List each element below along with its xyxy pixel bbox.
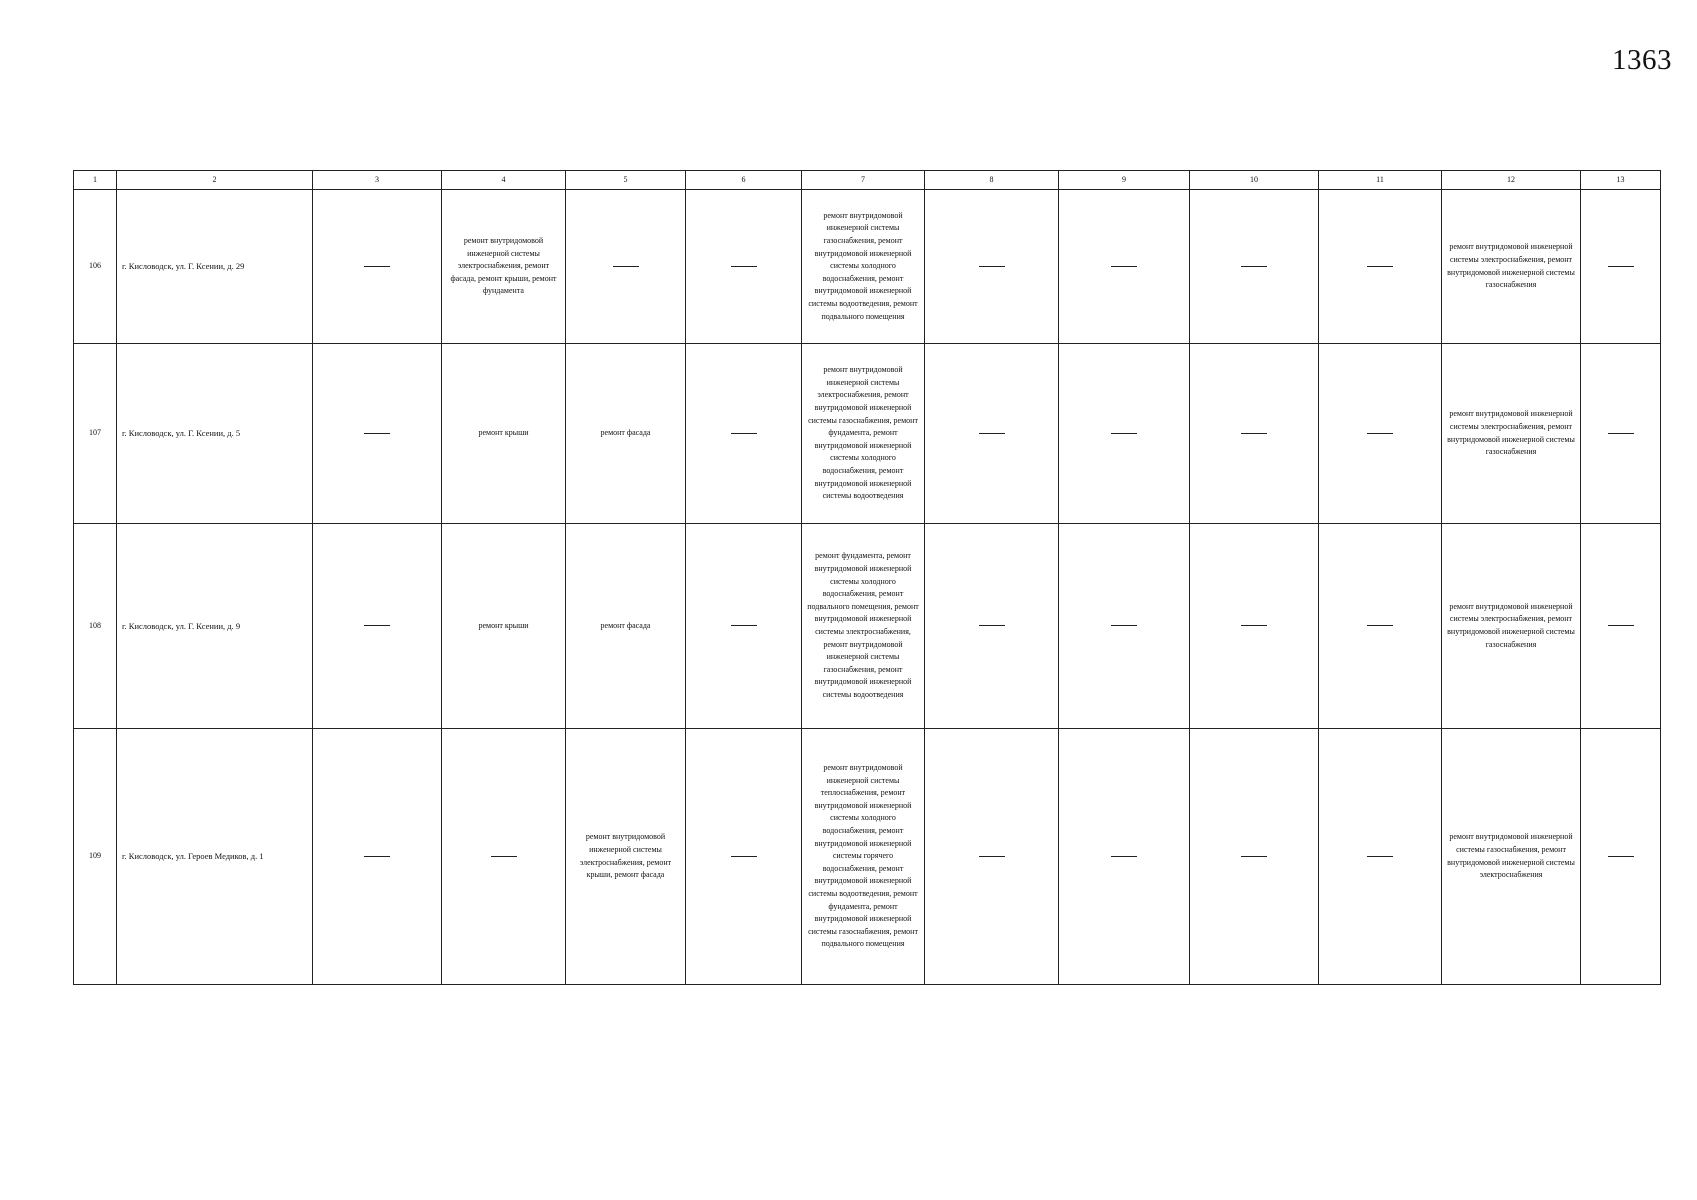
- table-cell: [1059, 344, 1190, 524]
- table-cell: [686, 524, 802, 729]
- column-header: 12: [1442, 171, 1581, 190]
- column-header: 13: [1581, 171, 1661, 190]
- table-cell: ремонт фасада: [566, 344, 686, 524]
- table-cell: ремонт фундамента, ремонт внутридомовой инженерной системы холодного водоснабжения, ремонт подвального помещения, ремонт внутридомовой инженерной системы электроснабжения, ремонт внутридомовой инженерной системы газоснабжения, ремонт внутридомовой инженерной системы водоотведения: [802, 524, 925, 729]
- dash-mark: [979, 625, 1005, 626]
- repair-schedule-table: [73, 170, 1661, 985]
- dash-mark: [1608, 625, 1634, 626]
- table-row: [74, 190, 1661, 344]
- table-row: [74, 729, 1661, 985]
- table-cell: [1059, 524, 1190, 729]
- dash-mark: [1111, 433, 1137, 434]
- table-cell: [1581, 190, 1661, 344]
- dash-mark: [364, 266, 390, 267]
- dash-mark: [979, 856, 1005, 857]
- table-cell: [1581, 729, 1661, 985]
- column-header: 1: [74, 171, 117, 190]
- table-cell: [1059, 190, 1190, 344]
- table-cell: [1319, 524, 1442, 729]
- column-header: 8: [925, 171, 1059, 190]
- dash-mark: [1241, 433, 1267, 434]
- table-cell: [313, 524, 442, 729]
- dash-mark: [364, 433, 390, 434]
- table-cell: [1319, 190, 1442, 344]
- column-header: 10: [1190, 171, 1319, 190]
- table-cell: [1190, 190, 1319, 344]
- table-cell: ремонт внутридомовой инженерной системы теплоснабжения, ремонт внутридомовой инженерной системы холодного водоснабжения, ремонт внутридомовой инженерной системы горячего водоснабжения, ремонт внутридомовой инженерной системы водоотведения, ремонт фундамента, ремонт внутридомовой инженерной системы газоснабжения, ремонт подвального помещения: [802, 729, 925, 985]
- table-cell: [686, 190, 802, 344]
- dash-mark: [1241, 625, 1267, 626]
- table-cell: [1059, 729, 1190, 985]
- dash-mark: [1241, 266, 1267, 267]
- dash-mark: [731, 266, 757, 267]
- column-number-row: [74, 171, 1661, 190]
- row-number: 106: [74, 190, 117, 344]
- table-cell: ремонт крыши: [442, 344, 566, 524]
- column-header: 6: [686, 171, 802, 190]
- dash-mark: [731, 433, 757, 434]
- row-number: 107: [74, 344, 117, 524]
- column-header: 3: [313, 171, 442, 190]
- dash-mark: [979, 266, 1005, 267]
- table-cell: ремонт фасада: [566, 524, 686, 729]
- table-cell: ремонт внутридомовой инженерной системы электроснабжения, ремонт фасада, ремонт крыши, ремонт фундамента: [442, 190, 566, 344]
- table-cell: [313, 344, 442, 524]
- dash-mark: [1367, 856, 1393, 857]
- table-cell: [566, 190, 686, 344]
- column-header: 2: [117, 171, 313, 190]
- dash-mark: [1367, 433, 1393, 434]
- table-cell: [1581, 524, 1661, 729]
- column-header: 11: [1319, 171, 1442, 190]
- dash-mark: [1367, 266, 1393, 267]
- table-cell: [925, 190, 1059, 344]
- dash-mark: [1111, 625, 1137, 626]
- address-cell: г. Кисловодск, ул. Г. Ксении, д. 29: [117, 190, 313, 344]
- dash-mark: [1241, 856, 1267, 857]
- table-cell: [1319, 729, 1442, 985]
- dash-mark: [1111, 856, 1137, 857]
- table-cell: ремонт внутридомовой инженерной системы электроснабжения, ремонт внутридомовой инженерной системы газоснабжения: [1442, 524, 1581, 729]
- table-row: [74, 344, 1661, 524]
- table-cell: ремонт внутридомовой инженерной системы электроснабжения, ремонт внутридомовой инженерной системы газоснабжения: [1442, 344, 1581, 524]
- dash-mark: [491, 856, 517, 857]
- table-cell: ремонт внутридомовой инженерной системы электроснабжения, ремонт крыши, ремонт фасада: [566, 729, 686, 985]
- dash-mark: [1111, 266, 1137, 267]
- table-cell: [313, 729, 442, 985]
- column-header: 4: [442, 171, 566, 190]
- table-cell: [1190, 344, 1319, 524]
- table-cell: [1190, 524, 1319, 729]
- table-cell: [1319, 344, 1442, 524]
- table-cell: ремонт внутридомовой инженерной системы газоснабжения, ремонт внутридомовой инженерной системы холодного водоснабжения, ремонт внутридомовой инженерной системы водоотведения, ремонт подвального помещения: [802, 190, 925, 344]
- table-cell: [1190, 729, 1319, 985]
- table-cell: ремонт внутридомовой инженерной системы электроснабжения, ремонт внутридомовой инженерной системы газоснабжения: [1442, 190, 1581, 344]
- dash-mark: [613, 266, 639, 267]
- dash-mark: [731, 625, 757, 626]
- table-cell: [925, 524, 1059, 729]
- dash-mark: [731, 856, 757, 857]
- dash-mark: [1608, 433, 1634, 434]
- column-header: 5: [566, 171, 686, 190]
- address-cell: г. Кисловодск, ул. Г. Ксении, д. 5: [117, 344, 313, 524]
- table-cell: [1581, 344, 1661, 524]
- table-row: [74, 524, 1661, 729]
- table-cell: [925, 344, 1059, 524]
- dash-mark: [364, 625, 390, 626]
- table-cell: ремонт крыши: [442, 524, 566, 729]
- table-cell: ремонт внутридомовой инженерной системы газоснабжения, ремонт внутридомовой инженерной системы электроснабжения: [1442, 729, 1581, 985]
- dash-mark: [1608, 856, 1634, 857]
- page-number: 1363: [1612, 44, 1672, 76]
- table-cell: [686, 344, 802, 524]
- row-number: 109: [74, 729, 117, 985]
- dash-mark: [1608, 266, 1634, 267]
- dash-mark: [1367, 625, 1393, 626]
- dash-mark: [364, 856, 390, 857]
- address-cell: г. Кисловодск, ул. Г. Ксении, д. 9: [117, 524, 313, 729]
- table-cell: ремонт внутридомовой инженерной системы электроснабжения, ремонт внутридомовой инженерной системы газоснабжения, ремонт фундамента, ремонт внутридомовой инженерной системы холодного водоснабжения, ремонт внутридомовой инженерной системы водоотведения: [802, 344, 925, 524]
- column-header: 9: [1059, 171, 1190, 190]
- table-cell: [686, 729, 802, 985]
- dash-mark: [979, 433, 1005, 434]
- column-header: 7: [802, 171, 925, 190]
- address-cell: г. Кисловодск, ул. Героев Медиков, д. 1: [117, 729, 313, 985]
- row-number: 108: [74, 524, 117, 729]
- table-cell: [925, 729, 1059, 985]
- table-cell: [442, 729, 566, 985]
- table-cell: [313, 190, 442, 344]
